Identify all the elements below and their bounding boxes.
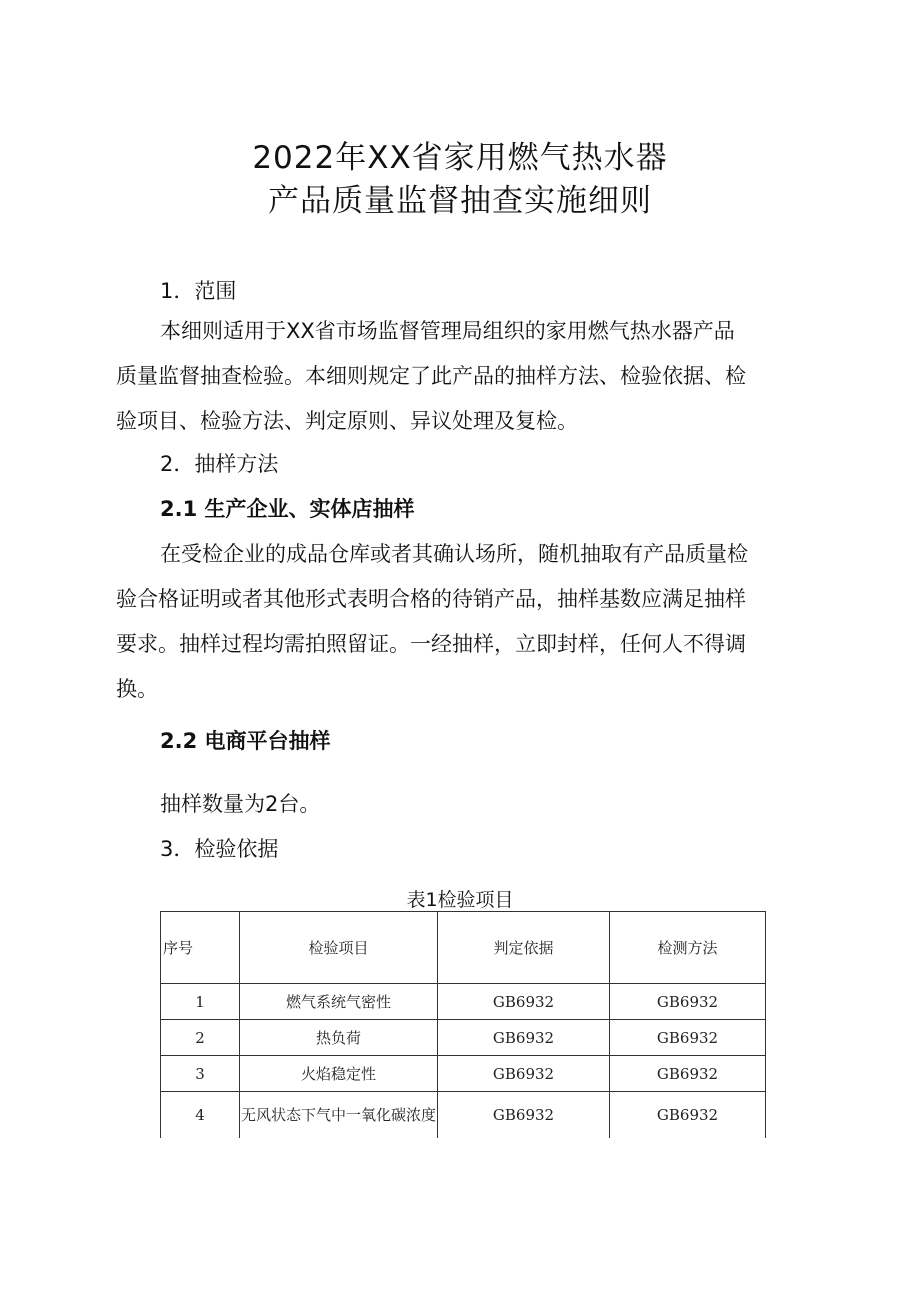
table-header-row (161, 912, 766, 984)
section-2-1-line-1: 在受检企业的成品仓库或者其确认场所，随机抽取有产品质量检 (160, 542, 748, 566)
row-basis-cell: GB6932 (438, 1020, 610, 1056)
table-row (161, 984, 766, 1020)
section-1-paragraph (116, 309, 816, 444)
row-basis-cell: GB6932 (438, 984, 610, 1020)
section-2-1-heading: 2.1 生产企业、实体店抽样 (160, 497, 415, 521)
row-method-cell: GB6932 (610, 984, 766, 1020)
inspection-items-table (160, 911, 766, 1138)
row-basis-cell: GB6932 (438, 1092, 610, 1139)
row-index-cell: 1 (161, 984, 240, 1020)
row-index-cell: 2 (161, 1020, 240, 1056)
table-row (161, 1020, 766, 1056)
row-index-cell: 4 (161, 1092, 240, 1139)
row-item-cell: 火焰稳定性 (240, 1056, 438, 1092)
header-cell-index: 序号 (161, 912, 240, 984)
header-cell-item: 检验项目 (240, 912, 438, 984)
row-method-cell: GB6932 (610, 1092, 766, 1139)
section-3-heading: 3．检验依据 (160, 837, 279, 861)
header-cell-basis: 判定依据 (438, 912, 610, 984)
section-1-line-2: 质量监督抽查检验。本细则规定了此产品的抽样方法、检验依据、检 (116, 364, 746, 388)
section-2-1-line-3: 要求。抽样过程均需拍照留证。一经抽样，立即封样，任何人不得调 (116, 632, 746, 656)
document-title-line2: 产品质量监督抽查实施细则 (268, 183, 652, 219)
section-2-1-line-2: 验合格证明或者其他形式表明合格的待销产品，抽样基数应满足抽样 (116, 587, 746, 611)
section-2-1-paragraph (116, 532, 816, 712)
row-item-cell: 无风状态下气中一氧化碳浓度 (240, 1092, 438, 1139)
section-1-line-1: 本细则适用于XX省市场监督管理局组织的家用燃气热水器产品 (160, 319, 735, 343)
row-item-cell: 热负荷 (240, 1020, 438, 1056)
row-item-cell: 燃气系统气密性 (240, 984, 438, 1020)
row-method-cell: GB6932 (610, 1056, 766, 1092)
section-2-2-heading: 2.2 电商平台抽样 (160, 729, 331, 753)
row-basis-cell: GB6932 (438, 1056, 610, 1092)
section-1-line-3: 验项目、检验方法、判定原则、异议处理及复检。 (116, 409, 578, 433)
table-row (161, 1092, 766, 1139)
section-2-heading: 2．抽样方法 (160, 452, 279, 476)
document-title-line1: 2022年XX省家用燃气热水器 (252, 140, 668, 176)
row-method-cell: GB6932 (610, 1020, 766, 1056)
section-2-2-text: 抽样数量为2台。 (160, 792, 321, 816)
section-2-1-line-4: 换。 (116, 677, 158, 701)
header-cell-method: 检测方法 (610, 912, 766, 984)
table-row (161, 1056, 766, 1092)
section-1-heading: 1．范围 (160, 279, 237, 303)
row-index-cell: 3 (161, 1056, 240, 1092)
table-caption: 表1检验项目 (406, 889, 514, 911)
